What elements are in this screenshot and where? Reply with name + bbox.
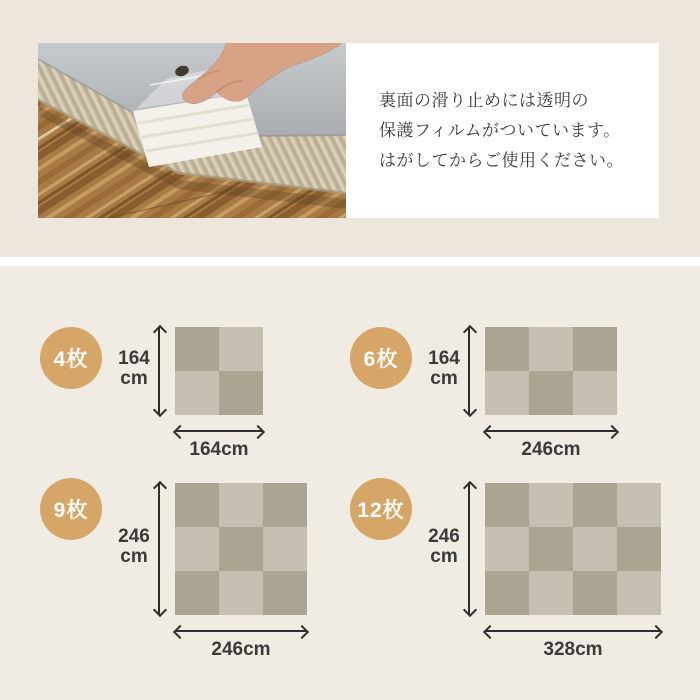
vertical-dimension-arrow [468, 327, 470, 415]
hero-note-panel [346, 43, 659, 218]
mat-tile [175, 483, 219, 527]
width-dimension-label: 246cm [521, 439, 581, 460]
mat-tile [573, 483, 617, 527]
vertical-dimension-arrow [468, 483, 470, 615]
mat-tile [529, 527, 573, 571]
mat-tile [219, 327, 263, 371]
mat-tile [573, 327, 617, 371]
piece-count-badge: 6枚 [350, 327, 412, 389]
vertical-dimension-arrow [158, 327, 160, 415]
mat-grid [485, 327, 617, 415]
height-unit: cm [120, 546, 148, 567]
height-value: 164 [118, 348, 150, 369]
mat-tile [485, 571, 529, 615]
mat-tile [485, 483, 529, 527]
mat-tile [485, 371, 529, 415]
height-dimension-label [106, 527, 162, 567]
mat-tile [529, 371, 573, 415]
height-unit: cm [430, 546, 458, 567]
mat-grid [175, 327, 263, 415]
mat-tile [529, 571, 573, 615]
height-value: 164 [428, 348, 460, 369]
mat-tile [485, 527, 529, 571]
mat-tile [175, 527, 219, 571]
mat-tile [617, 571, 661, 615]
mat-tile [219, 483, 263, 527]
mat-grid [485, 483, 661, 615]
mat-tile [263, 483, 307, 527]
mat-tile [175, 571, 219, 615]
horizontal-dimension-arrow [485, 630, 661, 632]
mat-tile [573, 571, 617, 615]
width-dimension-label: 164cm [189, 439, 249, 460]
section-divider [0, 257, 700, 266]
mat-tile [219, 371, 263, 415]
note-line: 保護フィルムがついています。 [379, 120, 621, 140]
horizontal-dimension-arrow [175, 630, 307, 632]
mat-tile [529, 327, 573, 371]
height-value: 246 [428, 526, 460, 547]
mat-tile [219, 571, 263, 615]
mat-tile [529, 483, 573, 527]
piece-count-badge: 4枚 [40, 327, 102, 389]
mat-tile [175, 327, 219, 371]
height-dimension-label [106, 349, 162, 389]
mat-tile [175, 371, 219, 415]
layout-diagram [350, 483, 670, 683]
height-unit: cm [120, 368, 148, 389]
hero-photo [38, 43, 346, 218]
height-dimension-label [416, 527, 472, 567]
width-dimension-label: 246cm [211, 639, 271, 660]
vertical-dimension-arrow [158, 483, 160, 615]
mat-tile [263, 527, 307, 571]
mat-tile [219, 527, 263, 571]
height-value: 246 [118, 526, 150, 547]
layout-diagram [40, 483, 360, 683]
horizontal-dimension-arrow [175, 430, 263, 432]
mat-tile [617, 483, 661, 527]
note-line: 裏面の滑り止めには透明の [379, 90, 589, 110]
piece-count-badge: 9枚 [40, 478, 102, 540]
mat-tile [573, 371, 617, 415]
mat-photo-illustration [38, 43, 346, 218]
width-dimension-label: 328cm [543, 639, 603, 660]
height-unit: cm [430, 368, 458, 389]
height-dimension-label [416, 349, 472, 389]
mat-tile [263, 571, 307, 615]
mat-tile [573, 527, 617, 571]
mat-tile [617, 527, 661, 571]
mat-grid [175, 483, 307, 615]
note-line: はがしてからご使用ください。 [379, 150, 624, 170]
horizontal-dimension-arrow [485, 430, 617, 432]
mat-tile [485, 327, 529, 371]
piece-count-badge: 12枚 [350, 478, 412, 540]
